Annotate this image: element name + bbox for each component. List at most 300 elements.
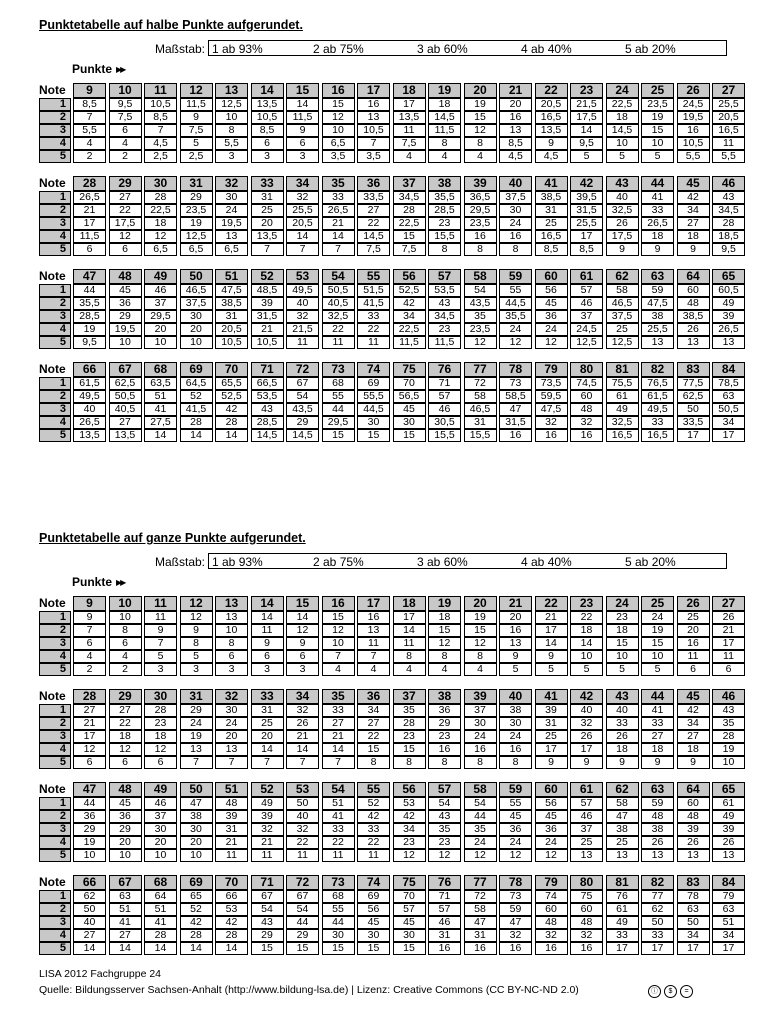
score-cell: 22 <box>322 323 355 336</box>
score-cell: 11 <box>393 124 426 137</box>
score-cell: 19 <box>641 624 674 637</box>
score-cell: 40,5 <box>109 403 142 416</box>
score-cell: 26 <box>677 836 710 849</box>
grade-label: 3 <box>39 823 71 836</box>
score-cell: 10 <box>144 849 177 862</box>
score-cell: 49,5 <box>73 390 106 403</box>
score-cell: 2 <box>73 150 106 163</box>
score-cell: 25,5 <box>712 98 745 111</box>
score-cell: 28,5 <box>428 204 461 217</box>
grade-label: 4 <box>39 230 71 243</box>
score-cell: 6 <box>73 637 106 650</box>
points-header-cell: 38 <box>428 689 461 704</box>
score-cell: 16 <box>677 637 710 650</box>
points-header-cell: 73 <box>322 875 355 890</box>
points-header-cell: 17 <box>357 596 390 611</box>
score-cell: 12 <box>180 611 213 624</box>
score-cell: 10 <box>712 756 745 769</box>
score-cell: 11,5 <box>428 124 461 137</box>
score-cell: 24 <box>215 717 248 730</box>
score-cell: 26 <box>606 730 639 743</box>
punkte-text: Punkte <box>72 575 113 589</box>
grade-label: 1 <box>39 704 71 717</box>
score-cell: 48 <box>570 916 603 929</box>
score-cell: 66,5 <box>251 377 284 390</box>
score-cell: 8 <box>428 243 461 256</box>
score-cell: 18 <box>606 111 639 124</box>
score-cell: 6 <box>677 663 710 676</box>
score-cell: 65,5 <box>215 377 248 390</box>
score-cell: 10 <box>144 336 177 349</box>
score-cell: 17,5 <box>606 230 639 243</box>
score-cell: 26 <box>606 217 639 230</box>
score-cell: 33 <box>641 204 674 217</box>
score-cell: 58,5 <box>499 390 532 403</box>
score-cell: 15 <box>464 624 497 637</box>
score-cell: 29,5 <box>464 204 497 217</box>
score-cell: 19 <box>73 323 106 336</box>
score-cell: 14 <box>144 429 177 442</box>
points-header-cell: 11 <box>144 83 177 98</box>
score-cell: 20 <box>180 323 213 336</box>
points-header-cell: 26 <box>677 83 710 98</box>
points-header-cell: 71 <box>251 875 284 890</box>
score-cell: 53 <box>393 797 426 810</box>
score-cell: 10 <box>606 650 639 663</box>
score-cell: 8 <box>215 637 248 650</box>
massstab-item: 3 ab 60% <box>417 555 468 569</box>
score-cell: 30 <box>180 823 213 836</box>
points-header-cell: 84 <box>712 362 745 377</box>
grade-label: 2 <box>39 390 71 403</box>
points-header-cell: 37 <box>393 176 426 191</box>
score-cell: 38 <box>641 310 674 323</box>
score-cell: 12 <box>322 624 355 637</box>
score-cell: 17 <box>73 217 106 230</box>
score-cell: 22 <box>357 836 390 849</box>
score-cell: 47 <box>180 797 213 810</box>
grade-label: 5 <box>39 849 71 862</box>
score-cell: 41 <box>144 403 177 416</box>
score-cell: 67 <box>286 890 319 903</box>
score-cell: 9 <box>535 650 568 663</box>
score-cell: 45 <box>499 810 532 823</box>
points-header-cell: 73 <box>322 362 355 377</box>
score-cell: 16 <box>357 611 390 624</box>
points-header-cell: 69 <box>180 875 213 890</box>
score-cell: 2,5 <box>144 150 177 163</box>
note-label: Note <box>39 176 66 190</box>
score-cell: 4 <box>428 663 461 676</box>
score-cell: 15 <box>286 942 319 955</box>
score-cell: 44 <box>322 916 355 929</box>
points-header-cell: 56 <box>393 782 426 797</box>
points-header-cell: 60 <box>535 269 568 284</box>
score-cell: 13 <box>357 111 390 124</box>
score-cell: 50,5 <box>109 390 142 403</box>
score-cell: 46 <box>144 284 177 297</box>
score-cell: 22 <box>357 217 390 230</box>
score-cell: 27 <box>109 191 142 204</box>
points-header-cell: 24 <box>606 83 639 98</box>
score-cell: 8 <box>464 756 497 769</box>
score-cell: 14 <box>180 942 213 955</box>
score-cell: 54 <box>286 903 319 916</box>
score-cell: 14 <box>286 743 319 756</box>
points-header-cell: 44 <box>641 689 674 704</box>
score-cell: 6 <box>109 637 142 650</box>
points-header-cell: 59 <box>499 269 532 284</box>
points-header-cell: 82 <box>641 875 674 890</box>
points-header-cell: 27 <box>712 83 745 98</box>
score-cell: 6,5 <box>215 243 248 256</box>
grade-label: 5 <box>39 942 71 955</box>
score-cell: 29 <box>286 416 319 429</box>
points-header-cell: 42 <box>570 176 603 191</box>
points-header-cell: 46 <box>712 689 745 704</box>
score-cell: 7,5 <box>393 243 426 256</box>
score-cell: 34,5 <box>712 204 745 217</box>
score-cell: 30,5 <box>428 416 461 429</box>
score-cell: 23,5 <box>464 217 497 230</box>
score-cell: 13 <box>215 230 248 243</box>
points-header-cell: 63 <box>641 269 674 284</box>
score-cell: 38 <box>499 704 532 717</box>
score-cell: 7,5 <box>109 111 142 124</box>
score-cell: 77,5 <box>677 377 710 390</box>
grade-label: 3 <box>39 916 71 929</box>
score-cell: 16 <box>535 429 568 442</box>
score-cell: 26,5 <box>73 191 106 204</box>
points-header-cell: 58 <box>464 782 497 797</box>
points-header-cell: 34 <box>286 176 319 191</box>
score-cell: 13 <box>677 849 710 862</box>
score-cell: 24 <box>464 836 497 849</box>
score-cell: 77 <box>641 890 674 903</box>
score-cell: 27 <box>641 730 674 743</box>
score-cell: 25 <box>535 730 568 743</box>
points-header-cell: 45 <box>677 176 710 191</box>
score-cell: 79 <box>712 890 745 903</box>
score-cell: 32 <box>499 929 532 942</box>
score-cell: 34 <box>393 823 426 836</box>
score-cell: 25 <box>677 611 710 624</box>
score-cell: 28 <box>215 416 248 429</box>
score-cell: 18 <box>428 98 461 111</box>
points-header-cell: 30 <box>144 176 177 191</box>
score-cell: 27 <box>322 717 355 730</box>
score-cell: 34 <box>393 310 426 323</box>
score-cell: 39 <box>677 823 710 836</box>
score-cell: 4 <box>109 137 142 150</box>
points-header-cell: 52 <box>251 269 284 284</box>
score-cell: 36 <box>535 823 568 836</box>
points-header-cell: 40 <box>499 176 532 191</box>
score-cell: 15 <box>322 611 355 624</box>
score-cell: 34,5 <box>393 191 426 204</box>
score-cell: 71 <box>428 890 461 903</box>
score-cell: 11,5 <box>180 98 213 111</box>
score-cell: 39 <box>251 810 284 823</box>
score-cell: 12 <box>109 230 142 243</box>
points-header-cell: 70 <box>215 875 248 890</box>
score-cell: 48 <box>677 810 710 823</box>
points-header-cell: 35 <box>322 689 355 704</box>
points-header-cell: 15 <box>286 596 319 611</box>
points-header-cell: 81 <box>606 362 639 377</box>
score-cell: 10 <box>322 124 355 137</box>
score-cell: 23,5 <box>180 204 213 217</box>
points-header-cell: 61 <box>570 782 603 797</box>
score-cell: 15 <box>357 429 390 442</box>
score-cell: 16 <box>570 429 603 442</box>
grade-label: 2 <box>39 204 71 217</box>
punkte-label <box>72 575 124 589</box>
score-cell: 17 <box>677 942 710 955</box>
score-cell: 4 <box>322 663 355 676</box>
score-cell: 48 <box>535 916 568 929</box>
score-cell: 24 <box>499 836 532 849</box>
grade-label: 2 <box>39 903 71 916</box>
score-cell: 7 <box>322 650 355 663</box>
score-cell: 42 <box>215 403 248 416</box>
score-cell: 16 <box>677 124 710 137</box>
score-cell: 46 <box>428 403 461 416</box>
grade-label: 1 <box>39 284 71 297</box>
score-cell: 51,5 <box>357 284 390 297</box>
score-cell: 7 <box>251 756 284 769</box>
points-header-cell: 67 <box>109 875 142 890</box>
points-header-cell: 16 <box>322 596 355 611</box>
points-header-cell: 78 <box>499 362 532 377</box>
massstab-item: 2 ab 75% <box>313 555 364 569</box>
score-cell: 40 <box>73 403 106 416</box>
points-header-cell: 82 <box>641 362 674 377</box>
score-cell: 17 <box>570 743 603 756</box>
grade-label: 4 <box>39 323 71 336</box>
score-cell: 8 <box>393 650 426 663</box>
score-cell: 24 <box>499 217 532 230</box>
score-cell: 22 <box>109 204 142 217</box>
score-cell: 56 <box>535 797 568 810</box>
points-header-cell: 22 <box>535 596 568 611</box>
score-cell: 24 <box>535 323 568 336</box>
score-cell: 12,5 <box>570 336 603 349</box>
score-cell: 30 <box>322 929 355 942</box>
score-cell: 47,5 <box>641 297 674 310</box>
score-cell: 14 <box>215 942 248 955</box>
score-cell: 54 <box>464 797 497 810</box>
score-cell: 32 <box>570 717 603 730</box>
score-cell: 58 <box>464 390 497 403</box>
score-cell: 20 <box>144 836 177 849</box>
score-cell: 28 <box>144 704 177 717</box>
score-cell: 36 <box>499 823 532 836</box>
points-header-cell: 21 <box>499 83 532 98</box>
score-cell: 3 <box>251 150 284 163</box>
points-header-cell: 76 <box>428 875 461 890</box>
score-cell: 65 <box>180 890 213 903</box>
score-cell: 24 <box>535 836 568 849</box>
score-cell: 16 <box>428 942 461 955</box>
score-cell: 26,5 <box>641 217 674 230</box>
points-header-cell: 13 <box>215 596 248 611</box>
score-cell: 37 <box>144 810 177 823</box>
score-cell: 37 <box>464 704 497 717</box>
cc-nc-icon: $ <box>664 985 677 998</box>
score-cell: 40 <box>73 916 106 929</box>
score-cell: 15,5 <box>464 429 497 442</box>
score-cell: 21 <box>73 717 106 730</box>
score-cell: 47 <box>499 403 532 416</box>
score-cell: 13 <box>677 336 710 349</box>
score-cell: 43 <box>428 810 461 823</box>
score-cell: 15 <box>428 624 461 637</box>
score-cell: 8,5 <box>570 243 603 256</box>
score-cell: 10 <box>606 137 639 150</box>
points-header-cell: 54 <box>322 269 355 284</box>
section-title: Punktetabelle auf ganze Punkte aufgerundet. <box>39 531 306 545</box>
score-cell: 74 <box>535 890 568 903</box>
score-cell: 3 <box>286 663 319 676</box>
points-header-cell: 34 <box>286 689 319 704</box>
points-header-cell: 79 <box>535 362 568 377</box>
score-cell: 68 <box>322 377 355 390</box>
score-cell: 75 <box>570 890 603 903</box>
points-header-cell: 74 <box>357 875 390 890</box>
score-cell: 36 <box>73 810 106 823</box>
score-cell: 34 <box>677 929 710 942</box>
points-header-cell: 57 <box>428 782 461 797</box>
score-cell: 9 <box>677 243 710 256</box>
score-cell: 53,5 <box>428 284 461 297</box>
points-header-cell: 21 <box>499 596 532 611</box>
score-cell: 10,5 <box>251 111 284 124</box>
score-cell: 47 <box>499 916 532 929</box>
score-cell: 17 <box>535 624 568 637</box>
score-cell: 7 <box>357 650 390 663</box>
points-header-cell: 56 <box>393 269 426 284</box>
score-cell: 14 <box>109 942 142 955</box>
score-cell: 27 <box>109 704 142 717</box>
score-cell: 10 <box>641 650 674 663</box>
score-cell: 22 <box>109 717 142 730</box>
score-cell: 36 <box>428 704 461 717</box>
score-cell: 9 <box>570 756 603 769</box>
score-cell: 8,5 <box>499 137 532 150</box>
score-cell: 16 <box>499 429 532 442</box>
score-cell: 45 <box>535 810 568 823</box>
score-cell: 14 <box>144 942 177 955</box>
score-cell: 19,5 <box>215 217 248 230</box>
score-cell: 17 <box>606 942 639 955</box>
score-cell: 4 <box>464 663 497 676</box>
score-cell: 27,5 <box>144 416 177 429</box>
score-cell: 25 <box>251 717 284 730</box>
score-cell: 28 <box>144 191 177 204</box>
score-cell: 67 <box>251 890 284 903</box>
score-cell: 29,5 <box>322 416 355 429</box>
score-cell: 14,5 <box>357 230 390 243</box>
score-cell: 33 <box>641 929 674 942</box>
score-cell: 39 <box>712 823 745 836</box>
score-cell: 7,5 <box>357 243 390 256</box>
points-header-cell: 32 <box>215 689 248 704</box>
score-cell: 5,5 <box>712 150 745 163</box>
score-cell: 34 <box>712 929 745 942</box>
score-cell: 10 <box>322 637 355 650</box>
score-cell: 3,5 <box>322 150 355 163</box>
score-cell: 34 <box>677 717 710 730</box>
massstab-item: 1 ab 93% <box>212 42 263 56</box>
score-cell: 57 <box>428 390 461 403</box>
score-cell: 14 <box>570 124 603 137</box>
grade-label: 3 <box>39 403 71 416</box>
score-cell: 54 <box>286 390 319 403</box>
score-cell: 30 <box>215 191 248 204</box>
score-cell: 27 <box>109 929 142 942</box>
score-cell: 26 <box>712 611 745 624</box>
score-cell: 20 <box>677 624 710 637</box>
score-cell: 35,5 <box>73 297 106 310</box>
points-header-cell: 47 <box>73 269 106 284</box>
score-cell: 9,5 <box>712 243 745 256</box>
score-cell: 22 <box>286 836 319 849</box>
score-cell: 4 <box>109 650 142 663</box>
score-cell: 31,5 <box>570 204 603 217</box>
score-cell: 24,5 <box>677 98 710 111</box>
score-cell: 73,5 <box>535 377 568 390</box>
score-cell: 16 <box>535 942 568 955</box>
punkte-label <box>72 62 124 76</box>
score-cell: 49 <box>251 797 284 810</box>
points-header-cell: 39 <box>464 176 497 191</box>
points-header-cell: 31 <box>180 689 213 704</box>
grade-label: 3 <box>39 310 71 323</box>
score-cell: 13 <box>215 611 248 624</box>
grade-label: 3 <box>39 637 71 650</box>
grade-label: 5 <box>39 756 71 769</box>
score-cell: 7 <box>357 137 390 150</box>
score-cell: 7 <box>215 756 248 769</box>
score-cell: 15 <box>251 942 284 955</box>
score-cell: 28,5 <box>73 310 106 323</box>
score-cell: 12 <box>428 637 461 650</box>
score-cell: 32 <box>286 823 319 836</box>
score-cell: 11 <box>393 637 426 650</box>
score-cell: 6 <box>286 137 319 150</box>
score-cell: 78 <box>677 890 710 903</box>
points-header-cell: 68 <box>144 875 177 890</box>
score-cell: 45 <box>109 284 142 297</box>
score-cell: 39 <box>535 704 568 717</box>
score-cell: 11 <box>215 849 248 862</box>
score-cell: 4 <box>393 663 426 676</box>
points-header-cell: 29 <box>109 176 142 191</box>
score-cell: 50 <box>677 916 710 929</box>
score-cell: 33 <box>322 704 355 717</box>
score-cell: 10 <box>570 650 603 663</box>
points-header-cell: 51 <box>215 782 248 797</box>
score-cell: 58 <box>464 903 497 916</box>
score-cell: 16,5 <box>606 429 639 442</box>
score-cell: 12 <box>499 849 532 862</box>
score-cell: 16 <box>499 942 532 955</box>
note-label: Note <box>39 875 66 889</box>
points-header-cell: 20 <box>464 596 497 611</box>
points-header-cell: 36 <box>357 176 390 191</box>
score-cell: 25,5 <box>641 323 674 336</box>
